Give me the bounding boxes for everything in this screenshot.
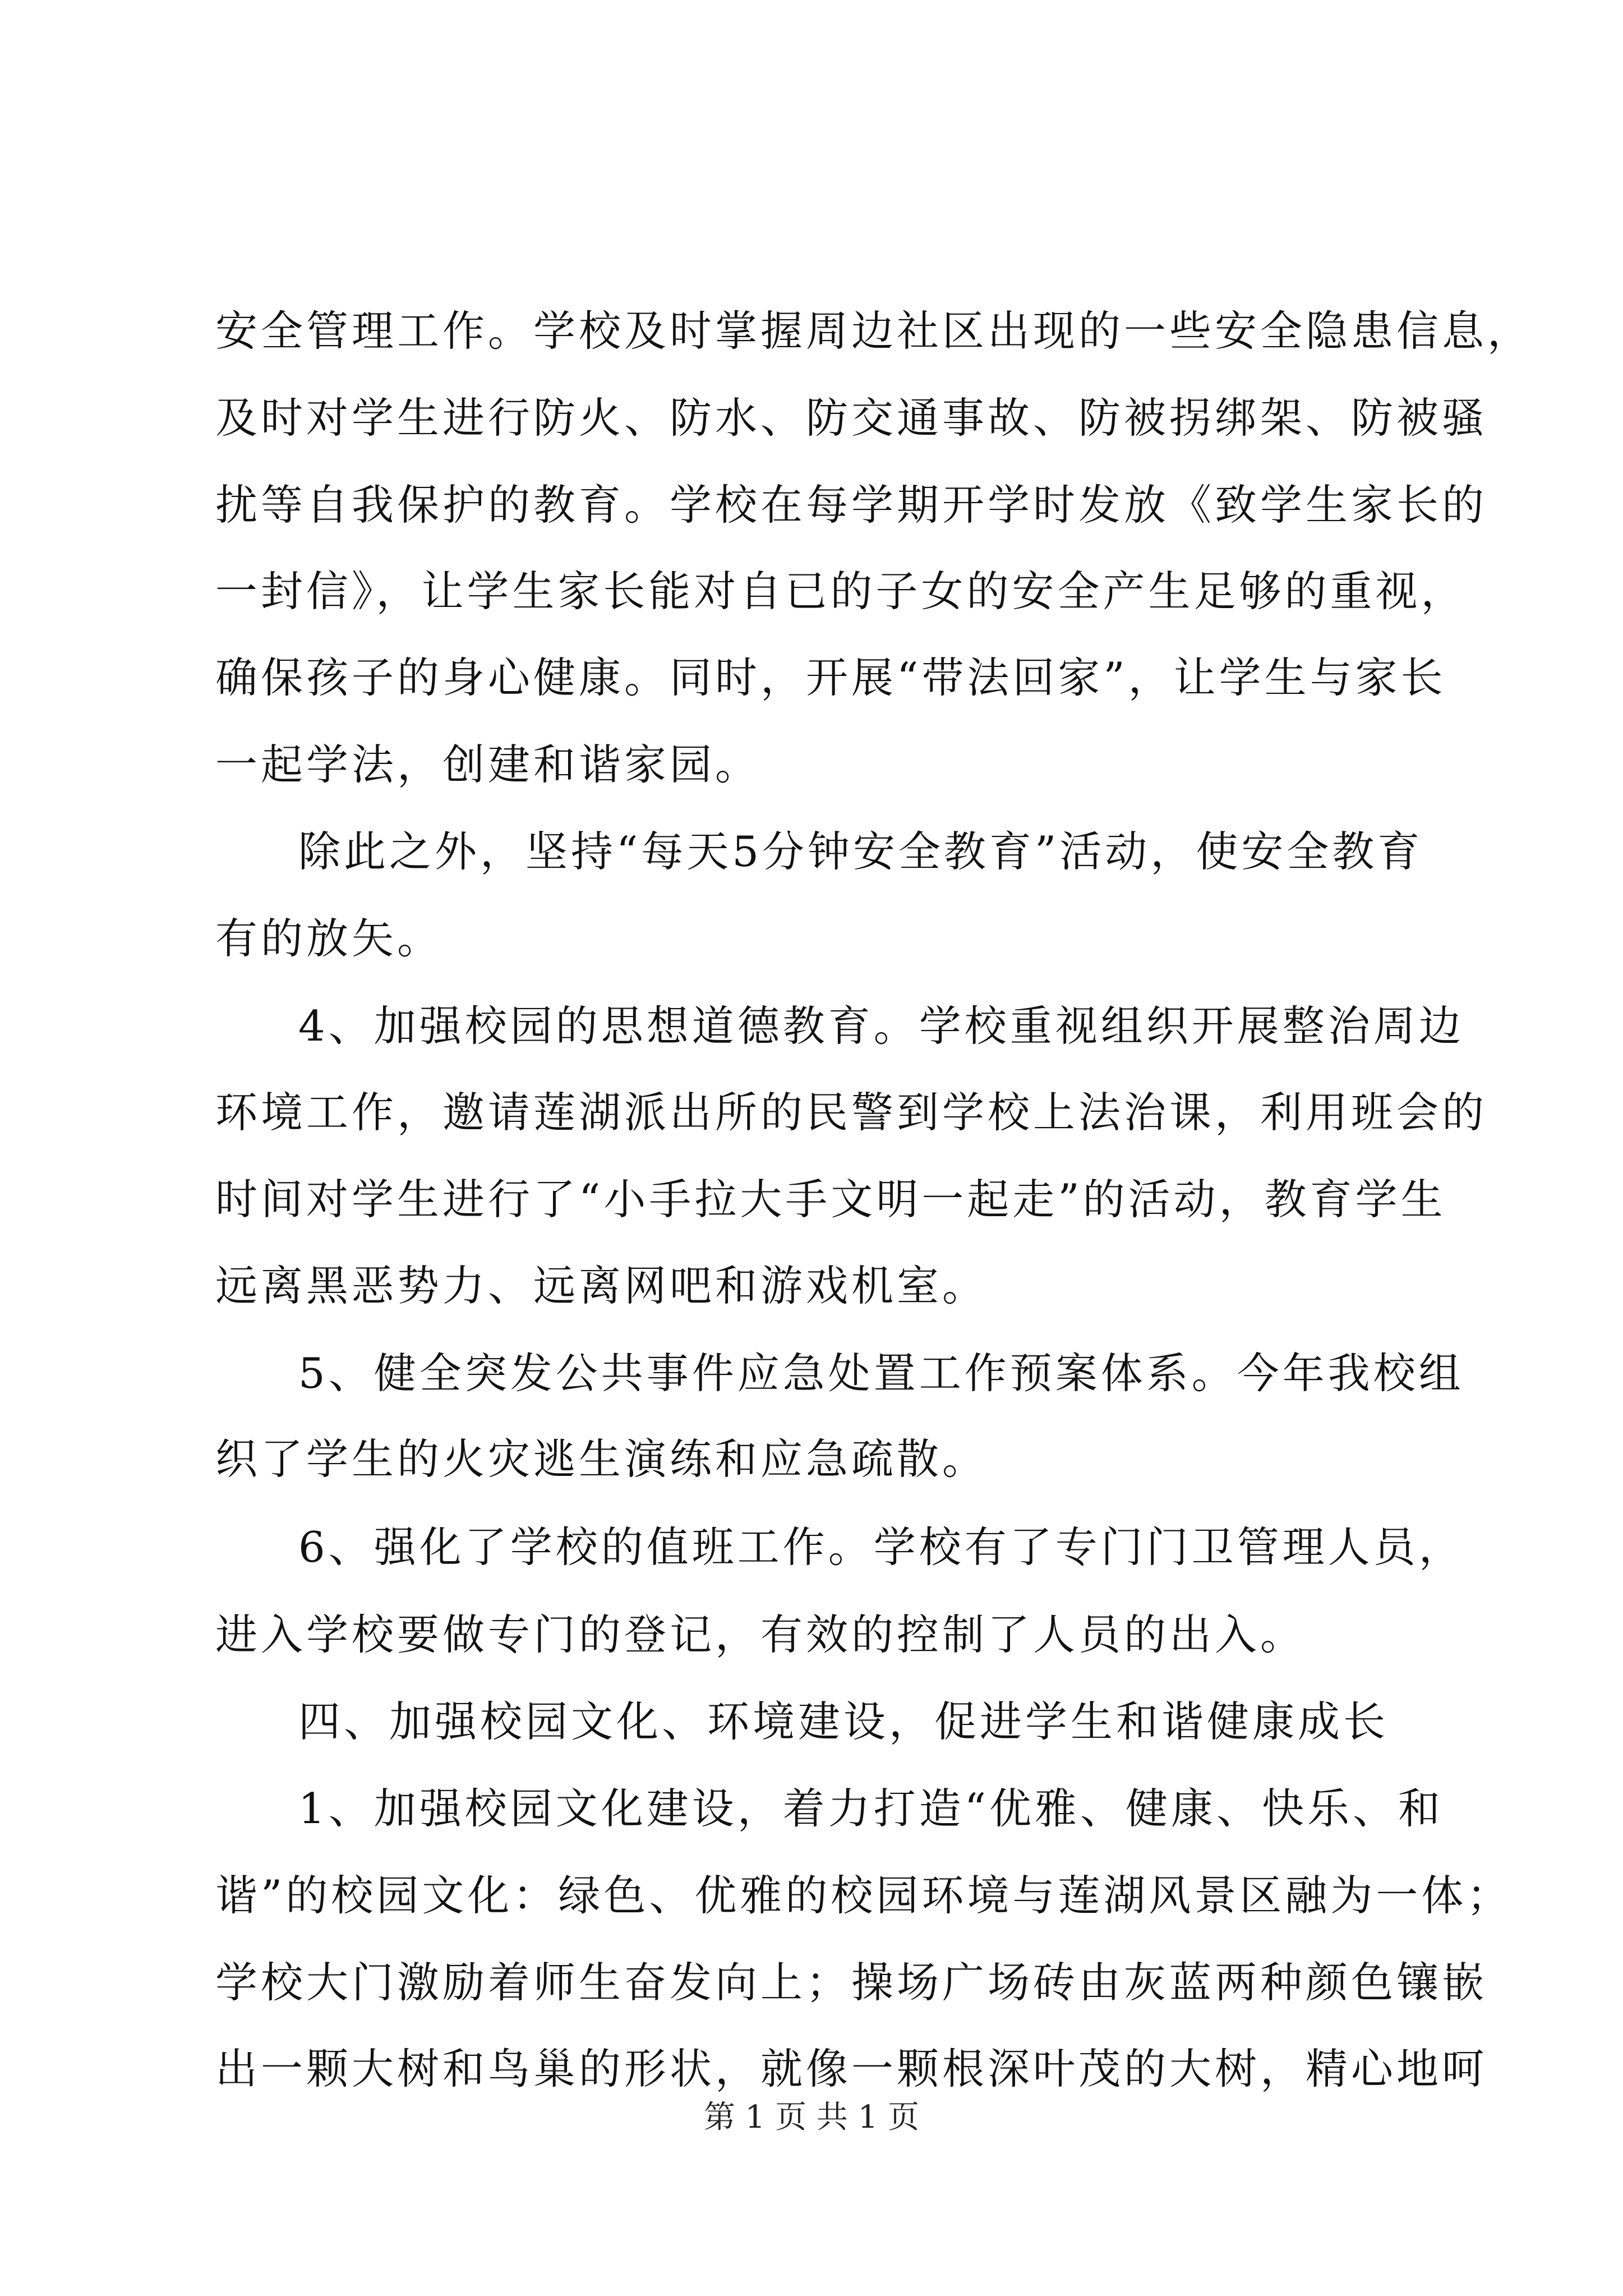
paragraph-first-line: 5、健全突发公共事件应急处置工作预案体系。今年我校组 bbox=[298, 1349, 1464, 1398]
page-number-footer: 第 1 页 共 1 页 bbox=[703, 2099, 920, 2136]
body-line: 出一颗大树和鸟巢的形状，就像一颗根深叶茂的大树，精心地呵 bbox=[215, 2044, 1488, 2093]
body-line: 学校大门激励着师生奋发向上；操场广场砖由灰蓝两种颜色镶嵌 bbox=[215, 1958, 1488, 2007]
body-line: 织了学生的火灾逃生演练和应急疏散。 bbox=[215, 1434, 988, 1484]
body-line: 一起学法，创建和谐家园。 bbox=[215, 740, 761, 789]
body-line: 环境工作，邀请莲湖派出所的民警到学校上法治课，利用班会的 bbox=[215, 1088, 1488, 1137]
paragraph-first-line: 4、加强校园的思想道德教育。学校重视组织开展整治周边 bbox=[298, 1001, 1464, 1051]
paragraph-first-line: 1、加强校园文化建设，着力打造“优雅、健康、快乐、和 bbox=[298, 1784, 1444, 1833]
paragraph-first-line: 6、强化了学校的值班工作。学校有了专门门卫管理人员， bbox=[298, 1522, 1464, 1572]
paragraph-first-line: 除此之外，坚持“每天5分钟安全教育”活动，使安全教育 bbox=[298, 827, 1423, 876]
body-line: 时间对学生进行了“小手拉大手文明一起走”的活动，教育学生 bbox=[215, 1175, 1446, 1224]
body-line: 确保孩子的身心健康。同时，开展“带法回家”，让学生与家长 bbox=[215, 653, 1446, 702]
section-heading: 四、加强校园文化、环境建设，促进学生和谐健康成长 bbox=[298, 1697, 1389, 1746]
body-line: 扰等自我保护的教育。学校在每学期开学时发放《致学生家长的 bbox=[215, 480, 1488, 530]
body-line: 远离黑恶势力、远离网吧和游戏机室。 bbox=[215, 1261, 988, 1310]
body-line: 有的放矢。 bbox=[215, 914, 443, 963]
body-line: 安全管理工作。学校及时掌握周边社区出现的一些安全隐患信息， bbox=[215, 306, 1533, 356]
body-line: 谐”的校园文化：绿色、优雅的校园环境与莲湖风景区融为一体； bbox=[215, 1871, 1513, 1920]
body-line: 及时对学生进行防火、防水、防交通事故、防被拐绑架、防被骚 bbox=[215, 393, 1488, 443]
body-line: 进入学校要做专门的登记，有效的控制了人员的出入。 bbox=[215, 1610, 1306, 1659]
body-line: 一封信》，让学生家长能对自已的子女的安全产生足够的重视， bbox=[215, 567, 1467, 616]
